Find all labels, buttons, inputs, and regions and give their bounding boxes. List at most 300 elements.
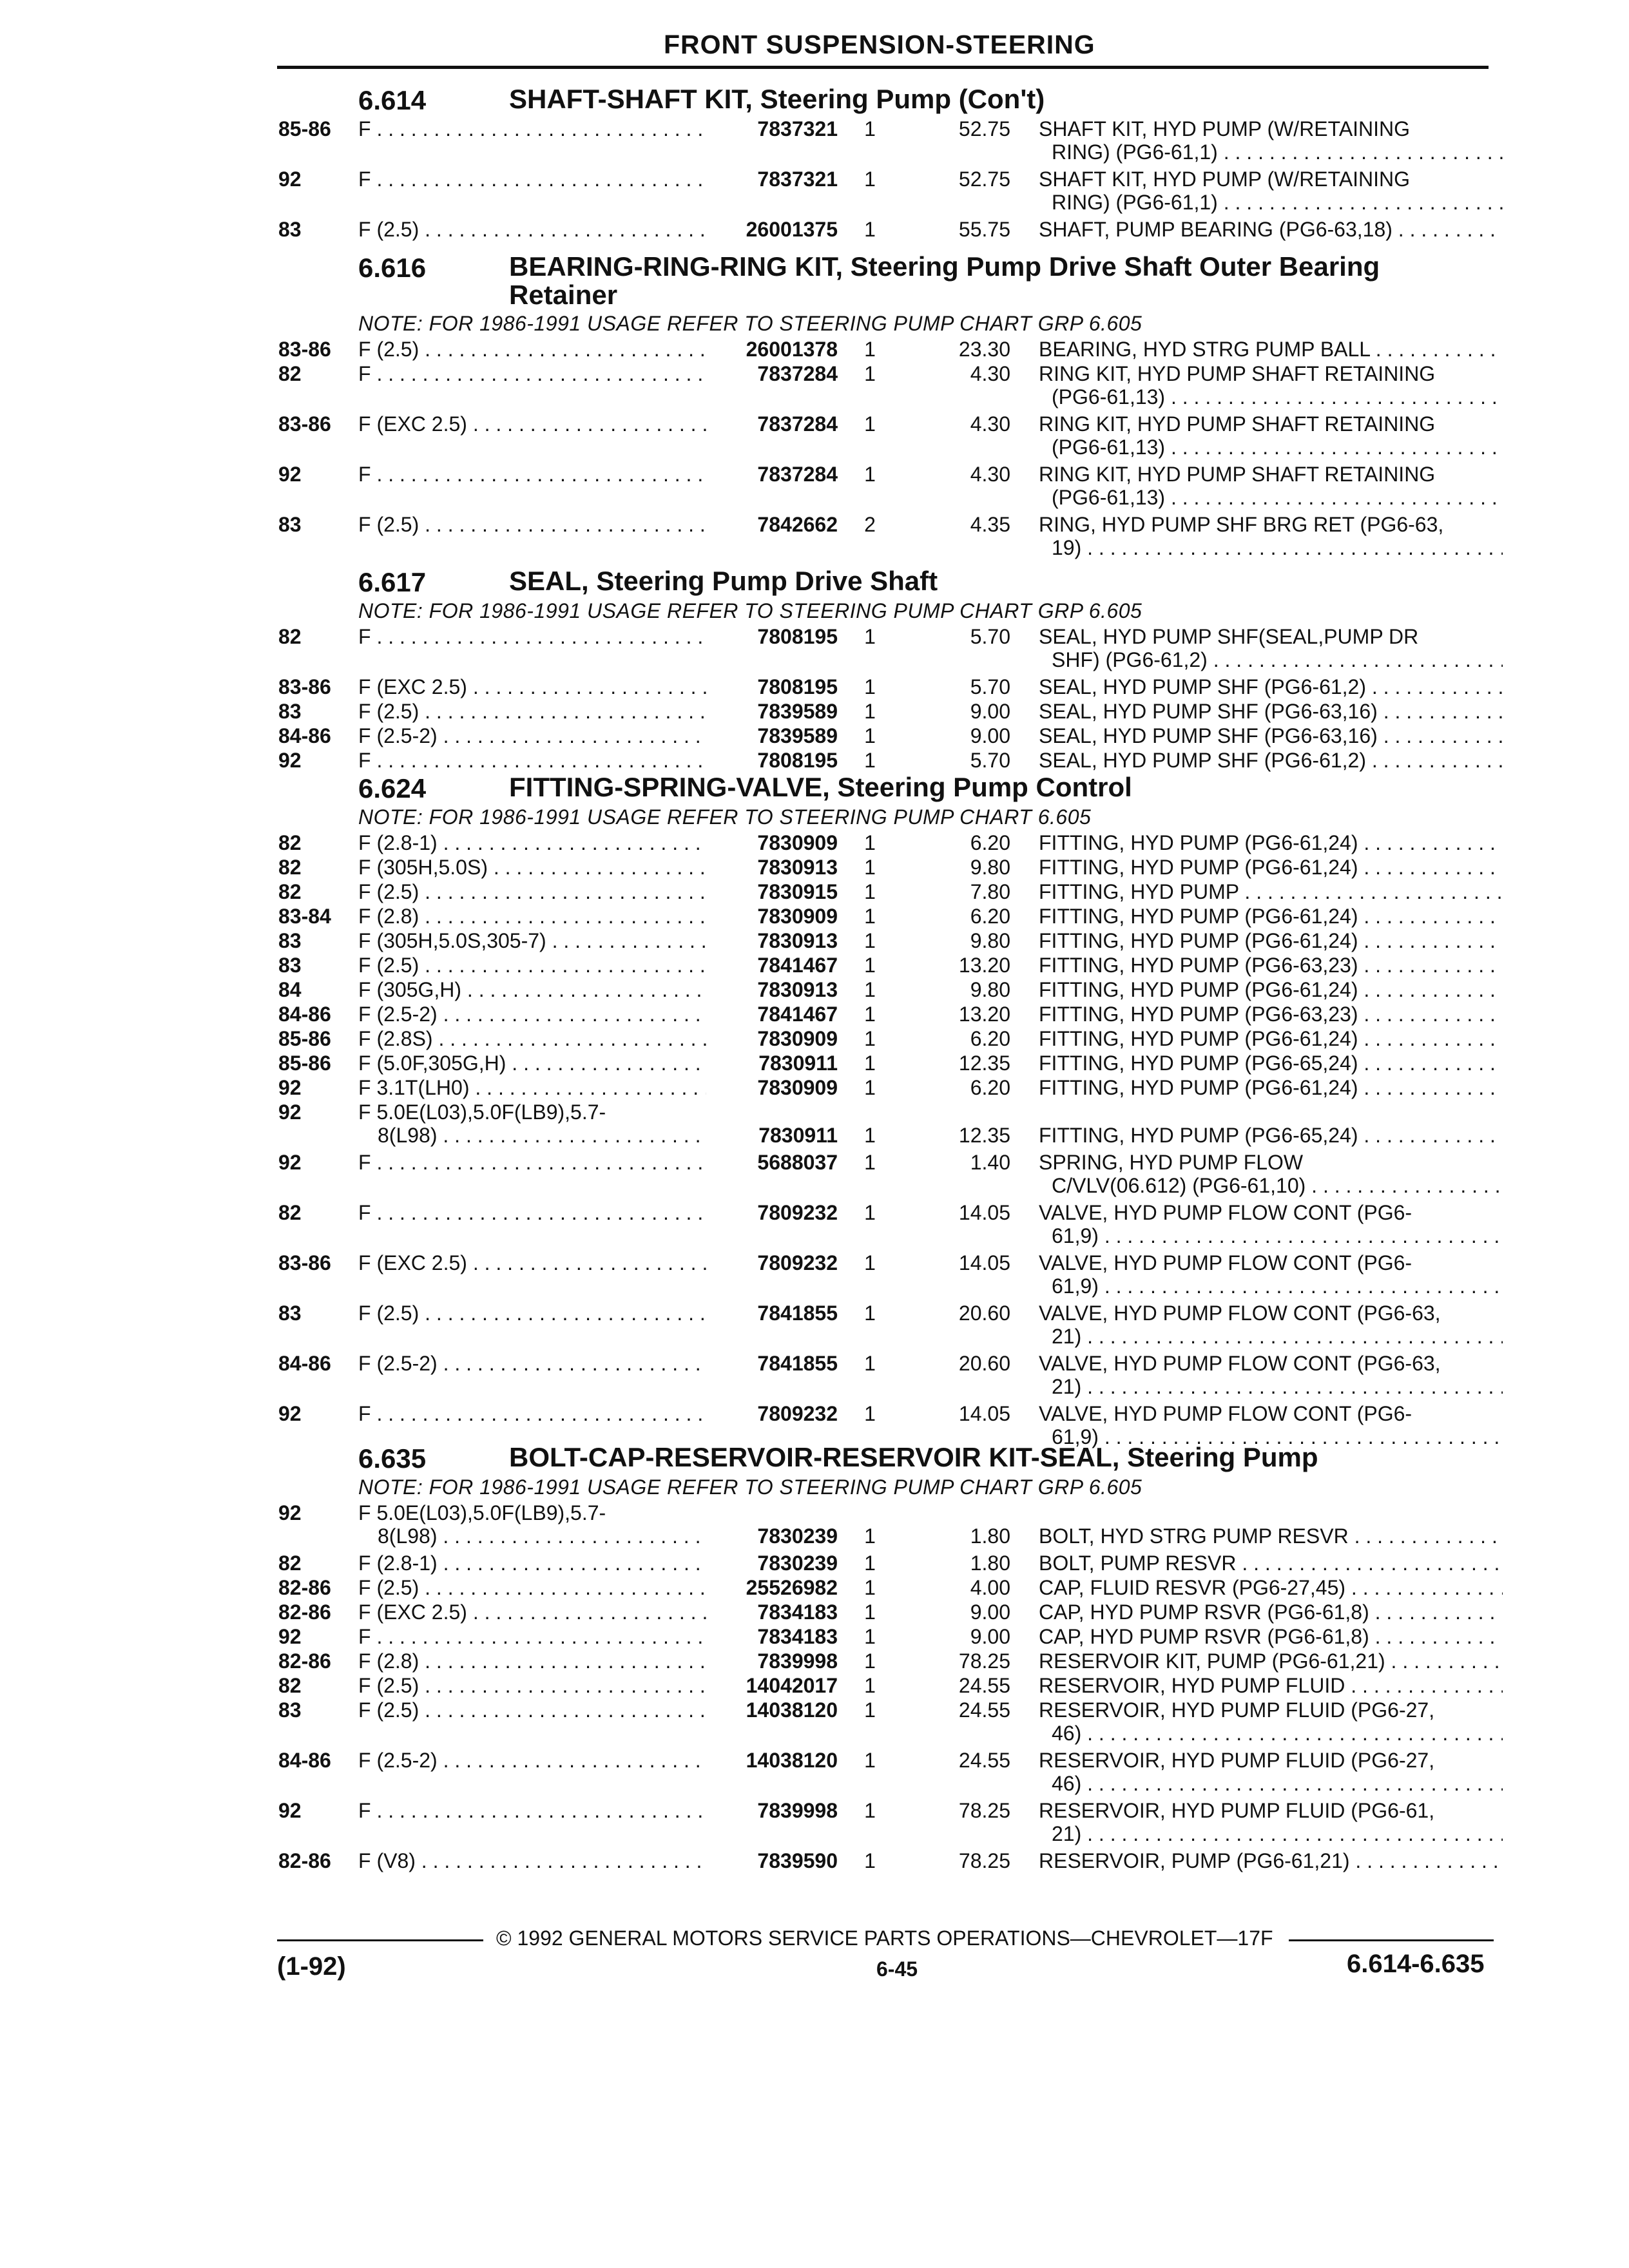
part-number: 7839590 bbox=[757, 1849, 838, 1872]
application-line: F (2.8S) . . . bbox=[358, 1027, 706, 1050]
application-line: F 5.0E(L03),5.0F(LB9),5.7- bbox=[358, 1501, 606, 1524]
quantity: 1 bbox=[864, 625, 876, 648]
quantity: 1 bbox=[864, 1302, 876, 1325]
price: 52.75 bbox=[958, 168, 1010, 191]
description-line: CAP, HYD PUMP RSVR (PG6-61,8) . . . bbox=[1039, 1625, 1503, 1648]
price: 5.70 bbox=[970, 675, 1010, 698]
price: 6.20 bbox=[970, 1027, 1010, 1050]
description bbox=[1039, 1052, 1503, 1075]
price: 23.30 bbox=[958, 338, 1010, 361]
quantity: 1 bbox=[864, 1076, 876, 1099]
description bbox=[1039, 1124, 1503, 1147]
application-line: F . . . bbox=[358, 168, 706, 191]
year-range: 83-86 bbox=[278, 675, 331, 698]
price: 6.20 bbox=[970, 831, 1010, 854]
description bbox=[1039, 1251, 1503, 1298]
price: 4.00 bbox=[970, 1576, 1010, 1599]
footer-page-number: 6-45 bbox=[876, 1957, 918, 1981]
part-number: 7830913 bbox=[757, 978, 838, 1001]
year-range: 83 bbox=[278, 1698, 302, 1722]
price: 6.20 bbox=[970, 905, 1010, 928]
year-range: 92 bbox=[278, 1501, 302, 1524]
description bbox=[1039, 1625, 1503, 1648]
price: 78.25 bbox=[958, 1649, 1010, 1673]
part-number: 7809232 bbox=[757, 1251, 838, 1274]
description-line: (PG6-61,13) . . . bbox=[1039, 436, 1503, 459]
footer-date: (1-92) bbox=[277, 1952, 346, 1981]
footer-copyright: © 1992 GENERAL MOTORS SERVICE PARTS OPERATIONS—CHEVROLET—17F bbox=[496, 1927, 1273, 1950]
application-line: F (EXC 2.5) . . . bbox=[358, 1251, 706, 1274]
description bbox=[1039, 1076, 1503, 1099]
description bbox=[1039, 1201, 1503, 1247]
year-range: 82 bbox=[278, 880, 302, 903]
description-line: FITTING, HYD PUMP (PG6-61,24) . . . bbox=[1039, 905, 1503, 928]
year-range: 83 bbox=[278, 929, 302, 952]
year-range: 82-86 bbox=[278, 1649, 331, 1673]
section-number: 6.614 bbox=[358, 85, 427, 115]
description bbox=[1039, 117, 1503, 164]
price: 1.40 bbox=[970, 1151, 1010, 1174]
description bbox=[1039, 1151, 1503, 1197]
part-number: 7830909 bbox=[757, 1027, 838, 1050]
description-line: FITTING, HYD PUMP (PG6-61,24) . . . bbox=[1039, 978, 1503, 1001]
section-note: NOTE: FOR 1986-1991 USAGE REFER TO STEERING PUMP CHART 6.605 bbox=[358, 805, 1092, 829]
price: 55.75 bbox=[958, 218, 1010, 241]
quantity: 1 bbox=[864, 749, 876, 772]
year-range: 85-86 bbox=[278, 1052, 331, 1075]
quantity: 1 bbox=[864, 954, 876, 977]
description bbox=[1039, 1698, 1503, 1745]
price: 9.80 bbox=[970, 929, 1010, 952]
description-line: C/VLV(06.612) (PG6-61,10) . . . bbox=[1039, 1174, 1503, 1197]
description-line: FITTING, HYD PUMP . . . bbox=[1039, 880, 1503, 903]
price: 5.70 bbox=[970, 749, 1010, 772]
quantity: 1 bbox=[864, 1849, 876, 1872]
description bbox=[1039, 463, 1503, 509]
section-note: NOTE: FOR 1986-1991 USAGE REFER TO STEERING PUMP CHART GRP 6.605 bbox=[358, 1475, 1142, 1499]
year-range: 83-86 bbox=[278, 338, 331, 361]
price: 13.20 bbox=[958, 954, 1010, 977]
description-line: 19) . . . bbox=[1039, 536, 1503, 559]
application-line: F (2.5) . . . bbox=[358, 338, 706, 361]
description bbox=[1039, 625, 1503, 671]
year-range: 92 bbox=[278, 1151, 302, 1174]
quantity: 1 bbox=[864, 1003, 876, 1026]
description bbox=[1039, 954, 1503, 977]
part-number: 7830913 bbox=[757, 856, 838, 879]
description-line: SHAFT KIT, HYD PUMP (W/RETAINING bbox=[1039, 117, 1411, 140]
description bbox=[1039, 856, 1503, 879]
price: 1.80 bbox=[970, 1552, 1010, 1575]
description-line: 61,9) . . . bbox=[1039, 1425, 1503, 1448]
price: 9.00 bbox=[970, 724, 1010, 747]
quantity: 2 bbox=[864, 513, 876, 536]
price: 52.75 bbox=[958, 117, 1010, 140]
quantity: 1 bbox=[864, 1698, 876, 1722]
description bbox=[1039, 675, 1503, 698]
year-range: 84-86 bbox=[278, 724, 331, 747]
description-line: 46) . . . bbox=[1039, 1722, 1503, 1745]
application-line: F (2.5-2) . . . bbox=[358, 1352, 706, 1375]
part-number: 7830909 bbox=[757, 1076, 838, 1099]
application-line: F (2.5) . . . bbox=[358, 218, 706, 241]
description-line: VALVE, HYD PUMP FLOW CONT (PG6-63, bbox=[1039, 1352, 1441, 1375]
description bbox=[1039, 1027, 1503, 1050]
description-line: (PG6-61,13) . . . bbox=[1039, 385, 1503, 408]
quantity: 1 bbox=[864, 1625, 876, 1648]
year-range: 84 bbox=[278, 978, 302, 1001]
part-number: 7839998 bbox=[757, 1799, 838, 1822]
year-range: 83-86 bbox=[278, 1251, 331, 1274]
quantity: 1 bbox=[864, 1649, 876, 1673]
application-line: F . . . bbox=[358, 1201, 706, 1224]
description bbox=[1039, 1003, 1503, 1026]
part-number: 7837284 bbox=[757, 362, 838, 385]
description-line: RESERVOIR, HYD PUMP FLUID (PG6-61, bbox=[1039, 1799, 1435, 1822]
price: 78.25 bbox=[958, 1849, 1010, 1872]
description bbox=[1039, 905, 1503, 928]
section-number: 6.635 bbox=[358, 1443, 427, 1474]
description-line: RESERVOIR, HYD PUMP FLUID . . . bbox=[1039, 1674, 1503, 1697]
application-line: F . . . bbox=[358, 117, 706, 140]
description-line: SEAL, HYD PUMP SHF (PG6-61,2) . . . bbox=[1039, 675, 1503, 698]
quantity: 1 bbox=[864, 1524, 876, 1548]
application-line: F 5.0E(L03),5.0F(LB9),5.7- bbox=[358, 1100, 606, 1124]
section-note: NOTE: FOR 1986-1991 USAGE REFER TO STEERING PUMP CHART GRP 6.605 bbox=[358, 599, 1142, 622]
year-range: 82 bbox=[278, 362, 302, 385]
application-line: 8(L98) . . . bbox=[358, 1524, 706, 1548]
description-line: 46) . . . bbox=[1039, 1772, 1503, 1795]
year-range: 84-86 bbox=[278, 1003, 331, 1026]
application-line: F (2.5-2) . . . bbox=[358, 1003, 706, 1026]
year-range: 85-86 bbox=[278, 1027, 331, 1050]
section-title: BEARING-RING-RING KIT, Steering Pump Drive Shaft Outer Bearing Retainer bbox=[509, 251, 1380, 310]
application-line: F (2.5-2) . . . bbox=[358, 724, 706, 747]
section-title: SHAFT-SHAFT KIT, Steering Pump (Con't) bbox=[509, 84, 1045, 114]
quantity: 1 bbox=[864, 1576, 876, 1599]
description-line: VALVE, HYD PUMP FLOW CONT (PG6- bbox=[1039, 1251, 1412, 1274]
quantity: 1 bbox=[864, 1124, 876, 1147]
price: 14.05 bbox=[958, 1402, 1010, 1425]
description-line: 21) . . . bbox=[1039, 1375, 1503, 1398]
application-line: F . . . bbox=[358, 625, 706, 648]
description-line: CAP, HYD PUMP RSVR (PG6-61,8) . . . bbox=[1039, 1600, 1503, 1624]
application-line: F (V8) . . . bbox=[358, 1849, 706, 1872]
section-note: NOTE: FOR 1986-1991 USAGE REFER TO STEERING PUMP CHART GRP 6.605 bbox=[358, 312, 1142, 335]
description bbox=[1039, 1600, 1503, 1624]
application-line: F . . . bbox=[358, 1151, 706, 1174]
section-title: SEAL, Steering Pump Drive Shaft bbox=[509, 566, 938, 596]
description bbox=[1039, 1674, 1503, 1697]
description bbox=[1039, 978, 1503, 1001]
application-line: F . . . bbox=[358, 1799, 706, 1822]
description bbox=[1039, 1649, 1503, 1673]
application-line: F (305H,5.0S,305-7) . . . bbox=[358, 929, 706, 952]
description bbox=[1039, 1576, 1503, 1599]
quantity: 1 bbox=[864, 978, 876, 1001]
description-line: FITTING, HYD PUMP (PG6-61,24) . . . bbox=[1039, 831, 1503, 854]
footer-rule-left bbox=[277, 1939, 483, 1941]
description bbox=[1039, 338, 1503, 361]
quantity: 1 bbox=[864, 1151, 876, 1174]
description-line: 21) . . . bbox=[1039, 1325, 1503, 1348]
quantity: 1 bbox=[864, 168, 876, 191]
price: 9.00 bbox=[970, 1600, 1010, 1624]
section-number: 6.617 bbox=[358, 567, 427, 597]
part-number: 7834183 bbox=[757, 1600, 838, 1624]
part-number: 7830909 bbox=[757, 905, 838, 928]
description-line: SHAFT KIT, HYD PUMP (W/RETAINING bbox=[1039, 168, 1411, 191]
price: 12.35 bbox=[958, 1124, 1010, 1147]
quantity: 1 bbox=[864, 338, 876, 361]
application-line: F (EXC 2.5) . . . bbox=[358, 675, 706, 698]
part-number: 26001378 bbox=[746, 338, 838, 361]
price: 20.60 bbox=[958, 1352, 1010, 1375]
part-number: 7837321 bbox=[757, 117, 838, 140]
part-number: 7841855 bbox=[757, 1302, 838, 1325]
description-line: 61,9) . . . bbox=[1039, 1224, 1503, 1247]
part-number: 7842662 bbox=[757, 513, 838, 536]
price: 20.60 bbox=[958, 1302, 1010, 1325]
part-number: 7808195 bbox=[757, 675, 838, 698]
description-line: 21) . . . bbox=[1039, 1822, 1503, 1845]
description-line: SEAL, HYD PUMP SHF (PG6-63,16) . . . bbox=[1039, 700, 1503, 723]
description bbox=[1039, 749, 1503, 772]
description-line: SEAL, HYD PUMP SHF (PG6-61,2) . . . bbox=[1039, 749, 1503, 772]
part-number: 7830239 bbox=[757, 1524, 838, 1548]
description-line: BOLT, HYD STRG PUMP RESVR . . . bbox=[1039, 1524, 1503, 1548]
description-line: RING KIT, HYD PUMP SHAFT RETAINING bbox=[1039, 463, 1436, 486]
description-line: FITTING, HYD PUMP (PG6-61,24) . . . bbox=[1039, 1076, 1503, 1099]
application-line: F (2.5) . . . bbox=[358, 954, 706, 977]
quantity: 1 bbox=[864, 700, 876, 723]
quantity: 1 bbox=[864, 1749, 876, 1772]
price: 9.00 bbox=[970, 700, 1010, 723]
part-number: 7808195 bbox=[757, 625, 838, 648]
part-number: 5688037 bbox=[757, 1151, 838, 1174]
page-title: FRONT SUSPENSION-STEERING bbox=[664, 30, 1095, 59]
part-number: 14038120 bbox=[746, 1749, 838, 1772]
year-range: 82 bbox=[278, 856, 302, 879]
price: 14.05 bbox=[958, 1201, 1010, 1224]
year-range: 83 bbox=[278, 700, 302, 723]
description-line: BEARING, HYD STRG PUMP BALL . . . bbox=[1039, 338, 1503, 361]
description-line: RESERVOIR, PUMP (PG6-61,21) . . . bbox=[1039, 1849, 1503, 1872]
quantity: 1 bbox=[864, 463, 876, 486]
year-range: 82-86 bbox=[278, 1600, 331, 1624]
part-number: 7830909 bbox=[757, 831, 838, 854]
part-number: 7834183 bbox=[757, 1625, 838, 1648]
part-number: 7830911 bbox=[758, 1052, 838, 1075]
description-line: SEAL, HYD PUMP SHF (PG6-63,16) . . . bbox=[1039, 724, 1503, 747]
description bbox=[1039, 1799, 1503, 1845]
application-line: F (2.5) . . . bbox=[358, 1698, 706, 1722]
quantity: 1 bbox=[864, 218, 876, 241]
description-line: RING KIT, HYD PUMP SHAFT RETAINING bbox=[1039, 412, 1436, 436]
year-range: 82 bbox=[278, 831, 302, 854]
year-range: 92 bbox=[278, 463, 302, 486]
description-line: SEAL, HYD PUMP SHF(SEAL,PUMP DR bbox=[1039, 625, 1419, 648]
quantity: 1 bbox=[864, 675, 876, 698]
description-line: FITTING, HYD PUMP (PG6-65,24) . . . bbox=[1039, 1124, 1503, 1147]
part-number: 7837321 bbox=[757, 168, 838, 191]
price: 6.20 bbox=[970, 1076, 1010, 1099]
application-line: F (2.5) . . . bbox=[358, 700, 706, 723]
price: 9.80 bbox=[970, 856, 1010, 879]
description-line: RING) (PG6-61,1) . . . bbox=[1039, 140, 1503, 164]
application-line: F . . . bbox=[358, 1625, 706, 1648]
price: 4.35 bbox=[970, 513, 1010, 536]
description bbox=[1039, 700, 1503, 723]
description bbox=[1039, 880, 1503, 903]
part-number: 26001375 bbox=[746, 218, 838, 241]
application-line: 8(L98) . . . bbox=[358, 1124, 706, 1147]
quantity: 1 bbox=[864, 1251, 876, 1274]
section-number: 6.624 bbox=[358, 773, 427, 803]
year-range: 92 bbox=[278, 1625, 302, 1648]
description-line: RESERVOIR, HYD PUMP FLUID (PG6-27, bbox=[1039, 1698, 1435, 1722]
description-line: SPRING, HYD PUMP FLOW bbox=[1039, 1151, 1304, 1174]
part-number: 14038120 bbox=[746, 1698, 838, 1722]
application-line: F (2.8-1) . . . bbox=[358, 831, 706, 854]
description-line: SHF) (PG6-61,2) . . . bbox=[1039, 648, 1503, 671]
quantity: 1 bbox=[864, 1799, 876, 1822]
description bbox=[1039, 1524, 1503, 1548]
description-line: VALVE, HYD PUMP FLOW CONT (PG6- bbox=[1039, 1402, 1412, 1425]
quantity: 1 bbox=[864, 856, 876, 879]
description bbox=[1039, 412, 1503, 459]
application-line: F . . . bbox=[358, 749, 706, 772]
quantity: 1 bbox=[864, 1402, 876, 1425]
description-line: SHAFT, PUMP BEARING (PG6-63,18) . . . bbox=[1039, 218, 1503, 241]
part-number: 7830915 bbox=[757, 880, 838, 903]
application-line: F (305G,H) . . . bbox=[358, 978, 706, 1001]
part-number: 7841467 bbox=[757, 1003, 838, 1026]
description-line: RING) (PG6-61,1) . . . bbox=[1039, 191, 1503, 214]
quantity: 1 bbox=[864, 1352, 876, 1375]
year-range: 83 bbox=[278, 1302, 302, 1325]
year-range: 85-86 bbox=[278, 117, 331, 140]
quantity: 1 bbox=[864, 1600, 876, 1624]
application-line: F (305H,5.0S) . . . bbox=[358, 856, 706, 879]
application-line: F (2.5) . . . bbox=[358, 880, 706, 903]
description-line: CAP, FLUID RESVR (PG6-27,45) . . . bbox=[1039, 1576, 1503, 1599]
year-range: 92 bbox=[278, 1799, 302, 1822]
price: 24.55 bbox=[958, 1674, 1010, 1697]
price: 24.55 bbox=[958, 1749, 1010, 1772]
part-number: 7809232 bbox=[757, 1402, 838, 1425]
description bbox=[1039, 218, 1503, 241]
application-line: F . . . bbox=[358, 1402, 706, 1425]
description bbox=[1039, 1352, 1503, 1398]
description-line: RING, HYD PUMP SHF BRG RET (PG6-63, bbox=[1039, 513, 1444, 536]
quantity: 1 bbox=[864, 1201, 876, 1224]
description bbox=[1039, 724, 1503, 747]
description-line: RESERVOIR, HYD PUMP FLUID (PG6-27, bbox=[1039, 1749, 1435, 1772]
quantity: 1 bbox=[864, 831, 876, 854]
quantity: 1 bbox=[864, 880, 876, 903]
application-line: F (2.5) . . . bbox=[358, 1302, 706, 1325]
part-number: 7841467 bbox=[757, 954, 838, 977]
price: 13.20 bbox=[958, 1003, 1010, 1026]
quantity: 1 bbox=[864, 1052, 876, 1075]
year-range: 83 bbox=[278, 218, 302, 241]
description-line: RESERVOIR KIT, PUMP (PG6-61,21) . . . bbox=[1039, 1649, 1503, 1673]
price: 5.70 bbox=[970, 625, 1010, 648]
part-number: 7830911 bbox=[758, 1124, 838, 1147]
description bbox=[1039, 362, 1503, 408]
year-range: 82 bbox=[278, 1201, 302, 1224]
application-line: F (2.5) . . . bbox=[358, 513, 706, 536]
quantity: 1 bbox=[864, 1552, 876, 1575]
year-range: 92 bbox=[278, 168, 302, 191]
description bbox=[1039, 929, 1503, 952]
footer-rule-right bbox=[1289, 1939, 1494, 1941]
application-line: F 3.1T(LH0) . . . bbox=[358, 1076, 706, 1099]
year-range: 92 bbox=[278, 1076, 302, 1099]
quantity: 1 bbox=[864, 724, 876, 747]
description-line: VALVE, HYD PUMP FLOW CONT (PG6-63, bbox=[1039, 1302, 1441, 1325]
part-number: 14042017 bbox=[746, 1674, 838, 1697]
part-number: 7839998 bbox=[757, 1649, 838, 1673]
part-number: 7841855 bbox=[757, 1352, 838, 1375]
part-number: 7837284 bbox=[757, 463, 838, 486]
part-number: 7809232 bbox=[757, 1201, 838, 1224]
price: 9.00 bbox=[970, 1625, 1010, 1648]
application-line: F . . . bbox=[358, 362, 706, 385]
description-line: FITTING, HYD PUMP (PG6-65,24) . . . bbox=[1039, 1052, 1503, 1075]
description bbox=[1039, 1849, 1503, 1872]
price: 1.80 bbox=[970, 1524, 1010, 1548]
year-range: 83-84 bbox=[278, 905, 331, 928]
section-number: 6.616 bbox=[358, 253, 427, 283]
application-line: F (EXC 2.5) . . . bbox=[358, 412, 706, 436]
year-range: 92 bbox=[278, 1100, 302, 1124]
price: 78.25 bbox=[958, 1799, 1010, 1822]
description-line: 61,9) . . . bbox=[1039, 1274, 1503, 1298]
application-line: F (2.8-1) . . . bbox=[358, 1552, 706, 1575]
quantity: 1 bbox=[864, 1674, 876, 1697]
year-range: 84-86 bbox=[278, 1352, 331, 1375]
price: 12.35 bbox=[958, 1052, 1010, 1075]
description bbox=[1039, 1749, 1503, 1795]
description-line: RING KIT, HYD PUMP SHAFT RETAINING bbox=[1039, 362, 1436, 385]
header-rule bbox=[277, 66, 1489, 69]
footer-group-range: 6.614-6.635 bbox=[1347, 1950, 1485, 1978]
application-line: F (5.0F,305G,H) . . . bbox=[358, 1052, 706, 1075]
description bbox=[1039, 513, 1503, 559]
description-line: VALVE, HYD PUMP FLOW CONT (PG6- bbox=[1039, 1201, 1412, 1224]
application-line: F (2.8) . . . bbox=[358, 905, 706, 928]
description-line: FITTING, HYD PUMP (PG6-63,23) . . . bbox=[1039, 1003, 1503, 1026]
description-line: FITTING, HYD PUMP (PG6-61,24) . . . bbox=[1039, 1027, 1503, 1050]
quantity: 1 bbox=[864, 362, 876, 385]
application-line: F . . . bbox=[358, 463, 706, 486]
price: 4.30 bbox=[970, 463, 1010, 486]
description-line: FITTING, HYD PUMP (PG6-61,24) . . . bbox=[1039, 856, 1503, 879]
part-number: 7830239 bbox=[757, 1552, 838, 1575]
part-number: 7808195 bbox=[757, 749, 838, 772]
year-range: 82-86 bbox=[278, 1849, 331, 1872]
year-range: 82 bbox=[278, 625, 302, 648]
year-range: 84-86 bbox=[278, 1749, 331, 1772]
application-line: F (2.5-2) . . . bbox=[358, 1749, 706, 1772]
description-line: FITTING, HYD PUMP (PG6-61,24) . . . bbox=[1039, 929, 1503, 952]
part-number: 7830913 bbox=[757, 929, 838, 952]
quantity: 1 bbox=[864, 1027, 876, 1050]
quantity: 1 bbox=[864, 905, 876, 928]
part-number: 25526982 bbox=[746, 1576, 838, 1599]
